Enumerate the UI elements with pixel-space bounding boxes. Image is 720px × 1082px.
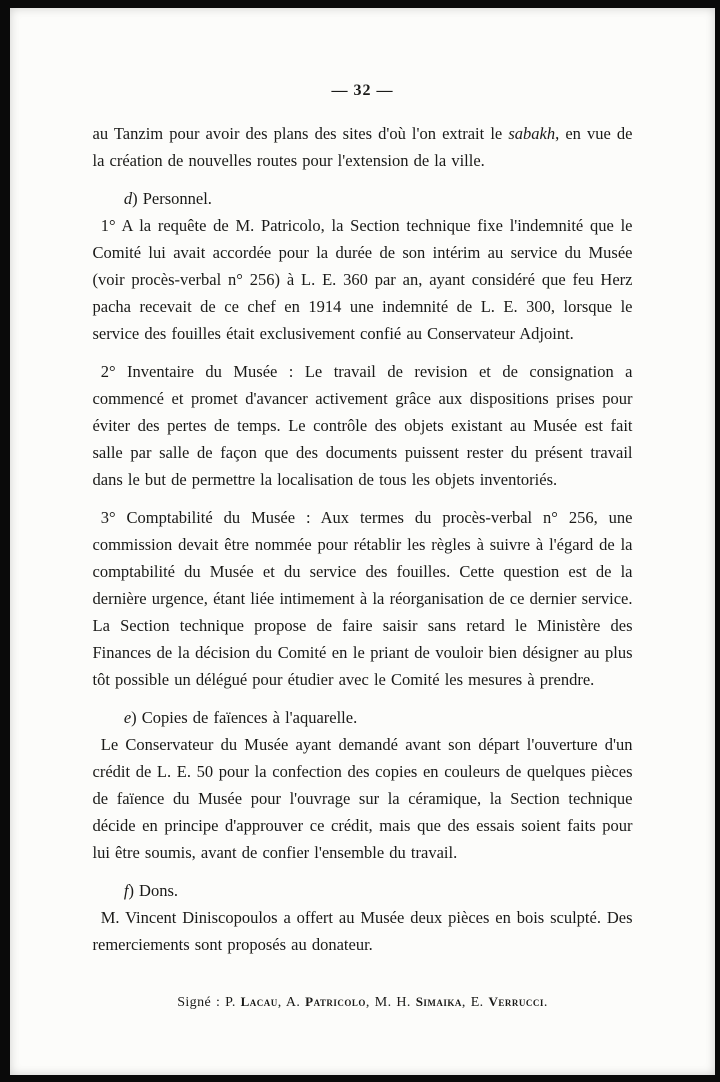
text-segment: , E.: [461, 995, 489, 1010]
section-heading-d: [93, 185, 633, 212]
paragraph-item-1: [93, 212, 633, 347]
text-segment: M. Vincent Diniscopoulos a offert au Musée deux pièces en bois sculpté. Des remerciements sont proposés au donateur.: [92, 908, 633, 954]
page-body: [93, 120, 633, 1016]
text-segment: au Tanzim pour avoir des plans des sites d'où l'on extrait le: [92, 124, 509, 143]
text-segment: Patricolo: [305, 994, 366, 1009]
text-segment: , A.: [277, 995, 306, 1010]
signature-line: [93, 988, 633, 1016]
paragraph-item-2: [93, 358, 633, 493]
paragraph-item-f: [93, 904, 633, 958]
text-segment: 3° Comptabilité du Musée : Aux termes du procès-verbal n° 256, une commission devait être nommée pour rétablir les règles à suivre à l'égard de la comptabilité du Musée et du service des fouilles. Cette question est de la dernière urgence, étant liée intimement à la réorganisation de ce dernier service. La Section technique propose de faire saisir sans retard le Ministère des Finances de la décision du Comité en le priant de vouloir bien désigner au plus tôt possible un délégué pour étudier avec le Comité les mesures à prendre.: [92, 508, 633, 689]
text-segment: Le Conservateur du Musée ayant demandé avant son départ l'ouverture d'un crédit de L. E. 50 pour la confection des copies en couleurs de quelques pièces de faïence du Musée pour l'ouvrage sur la céramique, la Section technique décide en principe d'approuver ce crédit, mais que des essais soient faits pour lui être soumis, avant de confier l'ensemble du travail.: [92, 735, 633, 862]
text-segment: Signé : P.: [177, 995, 241, 1010]
section-heading-e: [93, 704, 633, 731]
text-segment: 1° A la requête de M. Patricolo, la Section technique fixe l'indemnité que le Comité lui avait accordée pour la durée de son intérim au service du Musée (voir procès-verbal n° 256) à L. E. 360 par an, ayant considéré que feu Herz pacha recevait de ce chef en 1914 une indemnité de L. E. 300, lorsque le service des fouilles était exclusivement confié au Conservateur Adjoint.: [92, 216, 633, 343]
scanned-page: [10, 8, 715, 1075]
text-segment: Lacau: [240, 994, 278, 1009]
text-segment: Simaika: [415, 994, 462, 1009]
section-heading-f: [93, 877, 633, 904]
text-segment: e: [123, 708, 132, 727]
text-segment: sabakh: [508, 124, 556, 143]
text-segment: , en vue de la création de nouvelles routes pour l'extension de la ville.: [92, 124, 633, 170]
page-number: — 32 —: [331, 82, 394, 99]
paragraph-continuation: [93, 120, 633, 174]
text-segment: ) Personnel.: [132, 189, 212, 208]
paragraph-item-e: [93, 731, 633, 866]
text-segment: , M. H.: [365, 995, 416, 1010]
text-segment: d: [123, 189, 133, 208]
text-segment: ) Dons.: [128, 881, 179, 900]
text-segment: 2° Inventaire du Musée : Le travail de revision et de consignation a commencé et promet d'avancer activement grâce aux dispositions prises pour éviter des pertes de temps. Le contrôle des objets existant au Musée est fait salle par salle de façon que des documents puissent rester du présent travail dans le but de permettre la localisation de tous les objets inventoriés.: [92, 362, 633, 489]
paragraph-item-3: [93, 504, 633, 693]
text-segment: ) Copies de faïences à l'aquarelle.: [131, 708, 358, 727]
text-segment: Verrucci: [488, 994, 544, 1009]
text-segment: .: [543, 995, 548, 1010]
text-segment: f: [123, 881, 129, 900]
